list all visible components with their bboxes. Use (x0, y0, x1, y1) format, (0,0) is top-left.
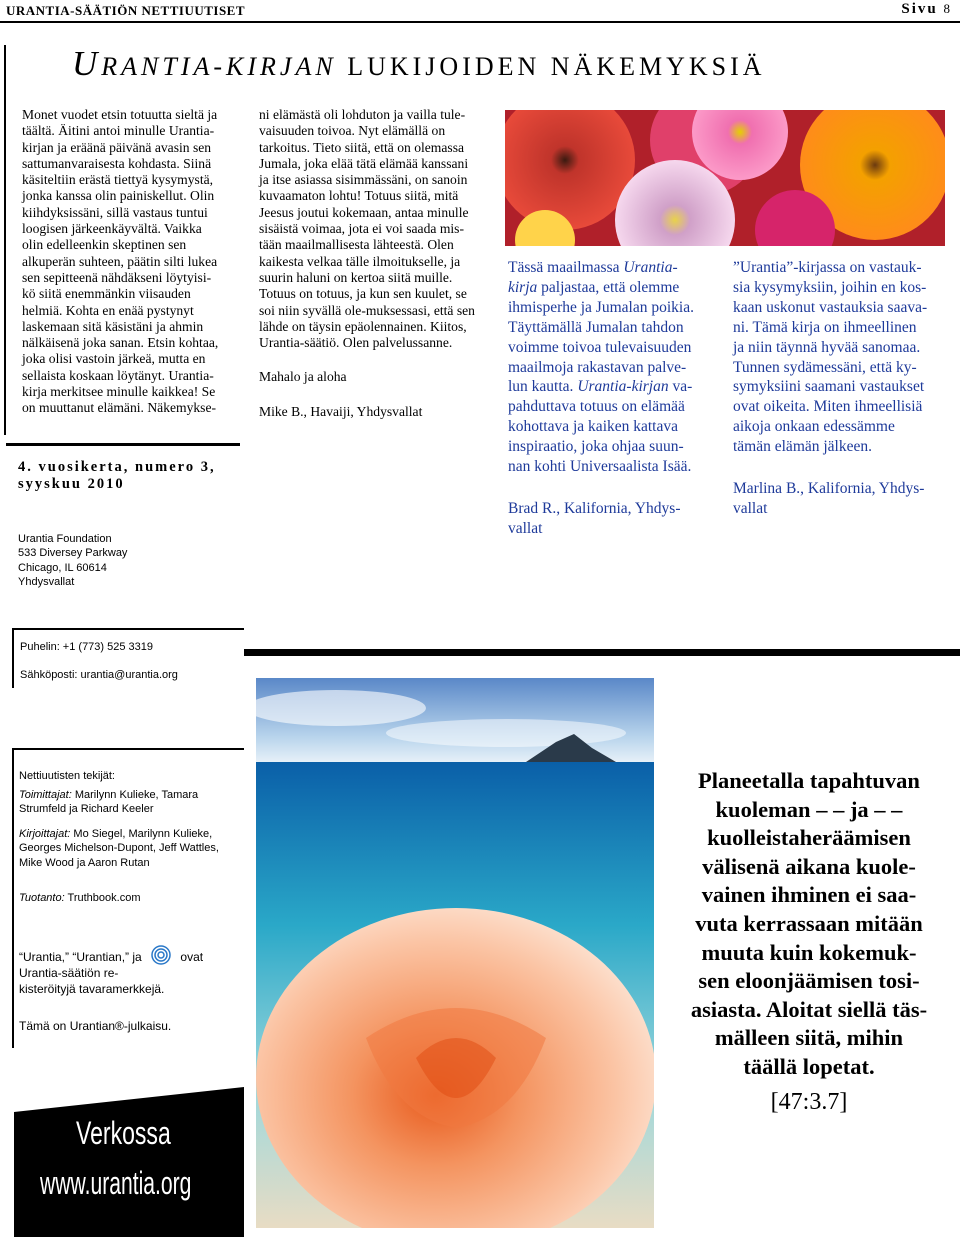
address-line: 533 Diversey Parkway (18, 547, 128, 560)
title-word3: LUKIJOIDEN NÄKEMYKSIÄ (336, 52, 766, 81)
col2-line: lähde on täysin epäolennainen. Kiitos, (259, 318, 467, 334)
col2-line: suurin haluni on kertoa siitä muille. (259, 269, 453, 285)
page-number: 8 (943, 1, 950, 16)
writers-names: Mo Siegel, Marilynn Kulieke, Georges Michelson-Dupont, Jeff Wattles, Mike Wood ja Aaron Rutan (19, 827, 219, 869)
col4-line: ni. Tämä kirja on ihmeellinen (733, 318, 917, 336)
col1-line: sen sepitteenä nähdäkseni löytyisi- (22, 269, 212, 285)
col3-line: pahduttava totuus on elämää (508, 398, 685, 416)
col3-text: lun kautta. (508, 378, 578, 396)
foundation-address (18, 532, 127, 589)
quote-line: sen eloonjäämisen tosi- (698, 968, 920, 994)
col1-line: joka olisi vastoin järkeä, mutta en (22, 351, 206, 367)
editors-label: Toimittajat: (19, 788, 72, 801)
col1-line: loogisen järkeenkäyvältä. Vaikka (22, 221, 202, 237)
issue-date: syyskuu 2010 (18, 476, 125, 492)
pull-quote (670, 767, 948, 1116)
address-line: Chicago, IL 60614 (18, 561, 107, 574)
col1-line: kirja merkitsee minulle kaikkea! Se (22, 384, 216, 400)
col2-line: tään maailmallisesta lähteestä. Olen (259, 237, 454, 253)
quote-line: kuolleistaheräämisen (707, 825, 911, 851)
title-initial: U (72, 44, 102, 83)
col4-line: ovat oikeita. Miten ihmeellisiä (733, 398, 923, 416)
col1-line: alkuperän suhteen, päätin silti lukea (22, 253, 218, 269)
publication-name: URANTIA-SÄÄTIÖN NETTIUUTISET (6, 3, 246, 18)
quote-line: välisenä aikana kuole- (702, 853, 916, 879)
header-rule (0, 21, 960, 23)
col3-line: Täyttämällä Jumalan tahdon (508, 318, 684, 336)
concentric-circles-icon (151, 945, 171, 965)
col3-book-title: Urantia-kirjan (577, 378, 669, 396)
col2-line: Jeesus joutui kokemaan, antaa minulle (259, 204, 469, 220)
col2-greeting: Mahalo ja aloha (259, 369, 347, 385)
section-rule (244, 649, 960, 656)
col3-text: va- (668, 378, 693, 396)
col2-line: Urantia-säätiö. Olen palvelussanne. (259, 335, 453, 351)
col1-line: laskemaan sitä käsistäni ja ahmin (22, 318, 204, 334)
col1-line: jonka kanssa olin painiskellut. Olin (22, 188, 215, 204)
col4-line: tämän elämän jälkeen. (733, 438, 873, 456)
col3-line: kohottava ja kaiken kattava (508, 418, 679, 436)
quote-line: Planeetalla tapahtuvan (698, 768, 920, 793)
col4-line: ja niin täynnä hyvää sanomaa. (733, 338, 921, 356)
col3-line: maailmoja rakastavan palve- (508, 358, 687, 376)
quote-line: täällä lopetat. (743, 1053, 875, 1079)
col3-line (508, 278, 718, 298)
col1-line: kö siitä enemmänkin viisauden (22, 286, 191, 302)
col2-line: soi niin syvällä ole-muksessasi, että sen (259, 302, 475, 318)
writers-label: Kirjoittajat: (19, 827, 71, 840)
title-word2: -KIRJAN (213, 52, 337, 81)
editors-names: Marilynn Kulieke, Tamara Strumfeld ja Richard Keeler (19, 788, 199, 816)
trademark-text: kisteröityjä tavaramerkkejä. (19, 982, 165, 997)
col4-line: symyksiini saamani vastaukset (733, 378, 925, 396)
col3-line (508, 258, 718, 278)
trademark-text: ovat (180, 950, 204, 965)
writers (19, 827, 244, 871)
col4-signature: vallat (733, 499, 768, 517)
col1-line: kiihdyksissäni, sillä vastaus tuntui (22, 204, 208, 220)
col2-signature: Mike B., Havaiji, Yhdysvallat (259, 403, 423, 419)
col4-line: ”Urantia”-kirjassa on vastauk- (733, 259, 922, 276)
beach-rose-photo (256, 678, 654, 1228)
credits-heading: Nettiuutisten tekijät: (19, 770, 115, 782)
col1-line: sellaista koskaan löytänyt. Urantia- (22, 367, 214, 383)
col4-line: aikoja onkaan edessämme (733, 418, 895, 436)
col1-line: olin edelleenkin skeptinen sen (22, 237, 187, 253)
article-column-1 (22, 107, 232, 417)
col4-line: kaan uskonut vastauksia saava- (733, 298, 928, 316)
phone-number: Puhelin: +1 (773) 525 3319 (20, 641, 154, 653)
col3-signature: Brad R., Kalifornia, Yhdys- (508, 499, 681, 517)
credits-box-border (12, 748, 14, 1048)
contact-box-border (12, 628, 244, 630)
col2-line: tarkoitus. Tieto siitä, että on olemassa (259, 139, 465, 155)
col1-line: helmiä. Kohta en enää pystynyt (22, 302, 194, 318)
col3-text: Tässä maailmassa (508, 259, 624, 276)
col3-line: voimme toivoa tulevaisuuden (508, 338, 692, 356)
article-column-2 (259, 107, 491, 420)
col4-line: sia kysymyksiin, joihin en kos- (733, 278, 927, 296)
col2-line: vaisuuden toivoa. Nyt elämällä on (259, 123, 446, 139)
banner-shape (14, 1087, 244, 1237)
col1-line: täältä. Äitini antoi minulle Urantia- (22, 123, 215, 139)
col2-line: Jumala, joka elää tätä elämää kanssani (259, 155, 469, 171)
col1-line: on muuttanut elämäni. Näkemykse- (22, 400, 217, 416)
trademark-text: Urantia-säätiön re- (19, 966, 119, 981)
col1-line: nälkäisenä joka sanan. Etsin kohtaa, (22, 335, 219, 351)
quote-line: vuta kerrassaan mitään (695, 910, 923, 936)
trademark-note (19, 945, 244, 997)
col4-line: Tunnen sydämessäni, että ky- (733, 358, 917, 376)
credits-box (19, 769, 244, 1044)
address-line: Yhdysvallat (18, 575, 75, 588)
col3-book-title: Urantia- (623, 259, 678, 276)
col4-signature: Marlina B., Kalifornia, Yhdys- (733, 480, 925, 498)
col3-line: ihmisperhe ja Jumalan poikia. (508, 298, 694, 316)
col2-line: kaikesta velkaa tälle ilmoitukselle, ja (259, 253, 461, 269)
left-border-rule (4, 45, 6, 435)
quote-line: asiasta. Aloitat siellä täs- (690, 996, 928, 1022)
gerbera-flowers-image (505, 110, 945, 246)
title-word1: RANTIA (101, 52, 214, 81)
col2-line: sisäistä voimaa, jota ei voi saada mis- (259, 221, 464, 237)
col2-line: ni elämästä oli lohduton ja vailla tule- (259, 107, 466, 122)
email-address[interactable]: Sähköposti: urantia@urantia.org (20, 669, 178, 681)
editors (19, 788, 244, 817)
col2-line: kuvaamaton lohtu! Totuus siitä, mitä (259, 188, 459, 204)
production-name: Truthbook.com (67, 891, 141, 904)
production-label: Tuotanto: (19, 891, 65, 904)
col3-line: nan kohti Universaalista Isää. (508, 458, 692, 476)
page-word: Sivu (901, 1, 938, 17)
quote-line: mälleen siitä, mihin (714, 1025, 904, 1051)
col3-line (508, 377, 718, 397)
contact-box-border (12, 628, 14, 688)
quote-line: vainen ihminen ei saa- (701, 882, 917, 908)
online-banner[interactable] (14, 1087, 244, 1237)
production (19, 891, 244, 906)
article-column-4 (733, 258, 951, 519)
sidebar-rule (6, 443, 240, 446)
address-line: Urantia Foundation (18, 533, 112, 545)
online-url[interactable]: www.urantia.org (40, 1165, 192, 1201)
col2-line: Totuus on totuus, ja kun sen kuulet, se (259, 286, 467, 302)
publication-note: Tämä on Urantian®-julkaisu. (19, 1019, 172, 1034)
quote-line: muuta kuin kokemuk- (701, 939, 917, 965)
col2-line: ja itse asiassa sisimmässäni, on sanoin (259, 172, 468, 188)
col1-line: käsiteltiin erästä tiettyä kysymystä, (22, 172, 214, 188)
col3-signature: vallat (508, 519, 543, 537)
col3-text: paljastaa, että olemme (537, 278, 680, 296)
col3-book-title: kirja (508, 278, 538, 296)
article-column-3 (508, 258, 718, 539)
page-title (72, 44, 766, 84)
col1-line: kirjan ja eräänä päivänä avasin sen (22, 139, 212, 155)
col1-line: sattumanvaraisesta kohdasta. Siinä (22, 155, 212, 171)
trademark-text: “Urantia,” “Urantian,” ja (19, 950, 142, 965)
issue-volume: 4. vuosikerta, numero 3, (18, 459, 216, 475)
online-label: Verkossa (76, 1115, 171, 1151)
issue-info (18, 459, 238, 493)
col1-line: Monet vuodet etsin totuutta sieltä ja (22, 107, 218, 122)
col3-line: inspiraatio, joka ohjaa suun- (508, 438, 684, 456)
page-indicator (901, 1, 950, 18)
credits-box-border (12, 748, 244, 750)
quote-line: kuoleman – – ja – – (715, 796, 903, 822)
quote-reference: [47:3.7] (770, 1088, 848, 1115)
